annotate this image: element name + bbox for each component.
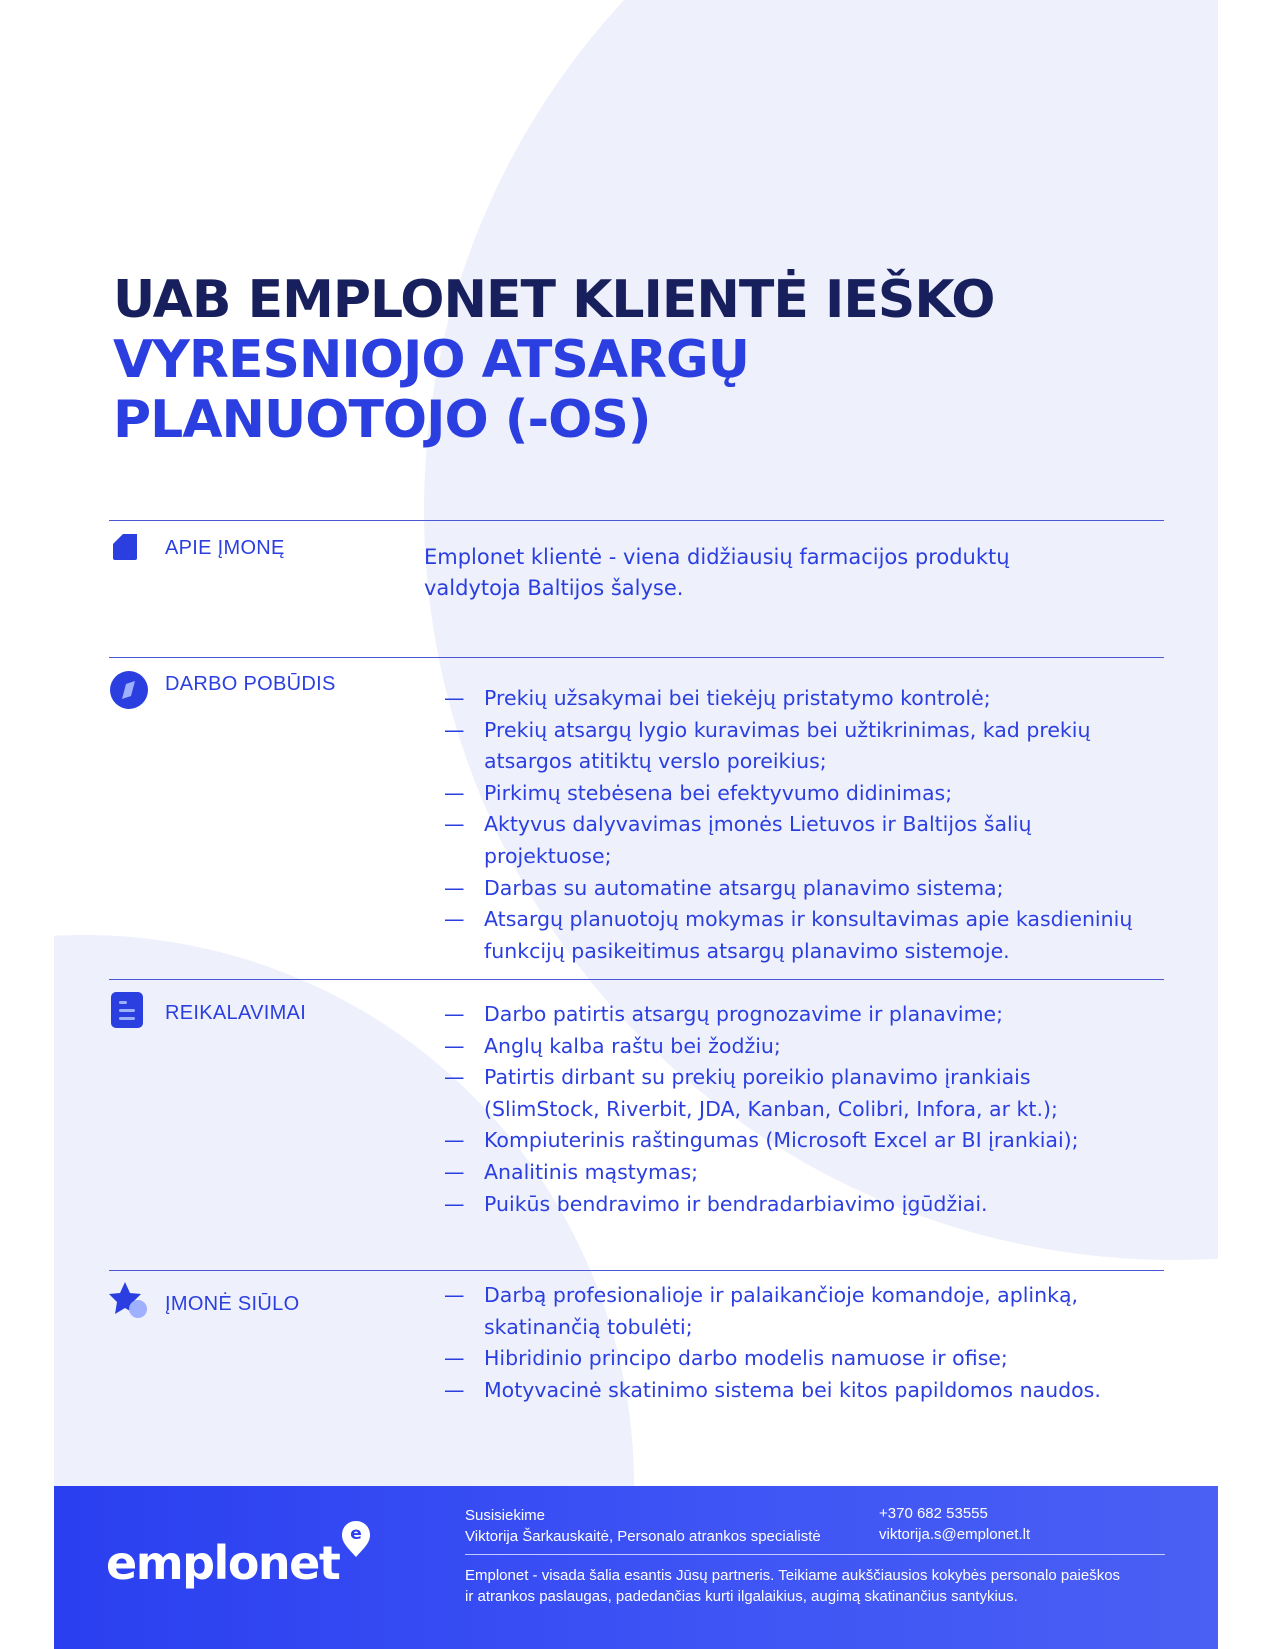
emplonet-logo: emplonet (106, 1536, 340, 1590)
list-item (444, 1125, 1164, 1157)
contact-heading: Susisiekime (465, 1507, 546, 1524)
list-item (444, 1157, 1164, 1189)
list-item (444, 809, 1164, 872)
dash-bullet: — (444, 686, 465, 710)
compass-icon (109, 670, 149, 710)
list-item (444, 873, 1164, 905)
dash-bullet: — (444, 717, 465, 742)
contact-email[interactable]: viktorija.s@emplonet.lt (879, 1526, 1031, 1543)
contact-person: Viktorija Šarkauskaitė, Personalo atrankos specialistė (465, 1528, 821, 1545)
list-item-text: Kompiuterinis raštingumas (Microsoft Excel ar BI įrankiai); (484, 1128, 1079, 1153)
dash-bullet: — (444, 1065, 465, 1090)
dash-bullet: — (444, 1159, 465, 1184)
dash-bullet: — (444, 907, 465, 932)
dash-bullet: — (444, 1283, 465, 1307)
list-item-text: Hibridinio principo darbo modelis namuose ir ofise; (484, 1346, 1008, 1371)
list-item-text: Darbas su automatine atsargų planavimo sistema; (484, 875, 1004, 900)
section-label-offer: ĮMONĖ SIŪLO (165, 1293, 300, 1315)
title-line-2: VYRESNIOJO ATSARGŲ (113, 330, 749, 390)
list-item-text: (SlimStock, Riverbit, JDA, Kanban, Colibri, Infora, ar kt.); (484, 1096, 1058, 1121)
list-item-text: projektuose; (484, 843, 612, 868)
list-item-text: Darbo patirtis atsargų prognozavime ir planavime; (484, 1002, 1004, 1026)
list-item-text: skatinančią tobulėti; (484, 1314, 693, 1339)
section-label-requirements: REIKALAVIMAI (165, 1002, 307, 1024)
list-item (444, 715, 1164, 778)
list-item (444, 999, 1164, 1031)
list-item-text: Atsargų planuotojų mokymas ir konsultavimas apie kasdieninių (484, 907, 1133, 932)
section-divider (109, 520, 1164, 521)
footer-divider (465, 1554, 1165, 1555)
job-ad-page (54, 0, 1218, 1649)
contact-phone[interactable]: +370 682 53555 (879, 1505, 988, 1522)
about-text-line: Emplonet klientė - viena didžiausių farmacijos produktų (424, 545, 1010, 569)
list-item-text: Puikūs bendravimo ir bendradarbiavimo įgūdžiai. (484, 1191, 988, 1216)
dash-bullet: — (444, 1033, 465, 1058)
list-item-text: Motyvacinė skatinimo sistema bei kitos papildomos naudos. (484, 1377, 1101, 1402)
star-icon (109, 1280, 149, 1320)
page-title (113, 270, 1113, 450)
list-item-text: Prekių užsakymai bei tiekėjų pristatymo kontrolė; (484, 686, 991, 710)
duties-list (444, 683, 1164, 967)
dash-bullet: — (444, 812, 465, 837)
list-item-text: Anglų kalba raštu bei žodžiu; (484, 1033, 781, 1058)
section-divider (109, 1270, 1164, 1271)
about-text-line: valdytoja Baltijos šalyse. (424, 576, 684, 600)
dash-bullet: — (444, 1128, 465, 1153)
section-label-about: APIE ĮMONĘ (165, 537, 285, 559)
list-item (444, 1375, 1164, 1407)
title-line-3: PLANUOTOJO (-OS) (113, 390, 651, 450)
dash-bullet: — (444, 1377, 465, 1402)
title-line-1: UAB EMPLONET KLIENTĖ IEŠKO (113, 270, 995, 330)
house-icon (109, 530, 149, 570)
list-item (444, 1343, 1164, 1375)
dash-bullet: — (444, 1002, 465, 1026)
list-item (444, 778, 1164, 810)
dash-bullet: — (444, 1346, 465, 1371)
about-text (424, 542, 1010, 604)
dash-bullet: — (444, 875, 465, 900)
section-divider (109, 979, 1164, 980)
list-item (444, 683, 1164, 715)
list-item (444, 1062, 1164, 1125)
list-item-text: Patirtis dirbant su prekių poreikio planavimo įrankiais (484, 1065, 1031, 1090)
list-item (444, 1189, 1164, 1221)
section-divider (109, 657, 1164, 658)
logo-badge-letter: e (350, 1524, 362, 1544)
section-label-duties: DARBO POBŪDIS (165, 673, 336, 695)
footer-tagline-line: ir atrankos paslaugas, padedančias kurti ilgalaikius, augimą skatinančius santykius. (465, 1588, 1018, 1605)
list-item (444, 1280, 1164, 1343)
list-item-text: Prekių atsargų lygio kuravimas bei užtikrinimas, kad prekių (484, 717, 1091, 742)
list-item-text: Pirkimų stebėsena bei efektyvumo didinimas; (484, 780, 953, 805)
dash-bullet: — (444, 1191, 465, 1216)
list-item-text: Aktyvus dalyvavimas įmonės Lietuvos ir Baltijos šalių (484, 812, 1032, 837)
offer-list (444, 1280, 1164, 1406)
list-item-text: Analitinis mąstymas; (484, 1159, 699, 1184)
dash-bullet: — (444, 780, 465, 805)
list-item-text: atsargos atitiktų verslo poreikius; (484, 749, 827, 774)
list-item (444, 904, 1164, 967)
list-item (444, 1031, 1164, 1063)
requirements-list (444, 999, 1164, 1220)
document-icon (109, 990, 149, 1030)
footer-tagline-line: Emplonet - visada šalia esantis Jūsų partneris. Teikiame aukščiausios kokybės personalo paieškos (465, 1567, 1121, 1584)
list-item-text: funkcijų pasikeitimus atsargų planavimo sistemoje. (484, 938, 1010, 963)
list-item-text: Darbą profesionalioje ir palaikančioje komandoje, aplinką, (484, 1283, 1079, 1307)
footer (54, 1486, 1218, 1649)
